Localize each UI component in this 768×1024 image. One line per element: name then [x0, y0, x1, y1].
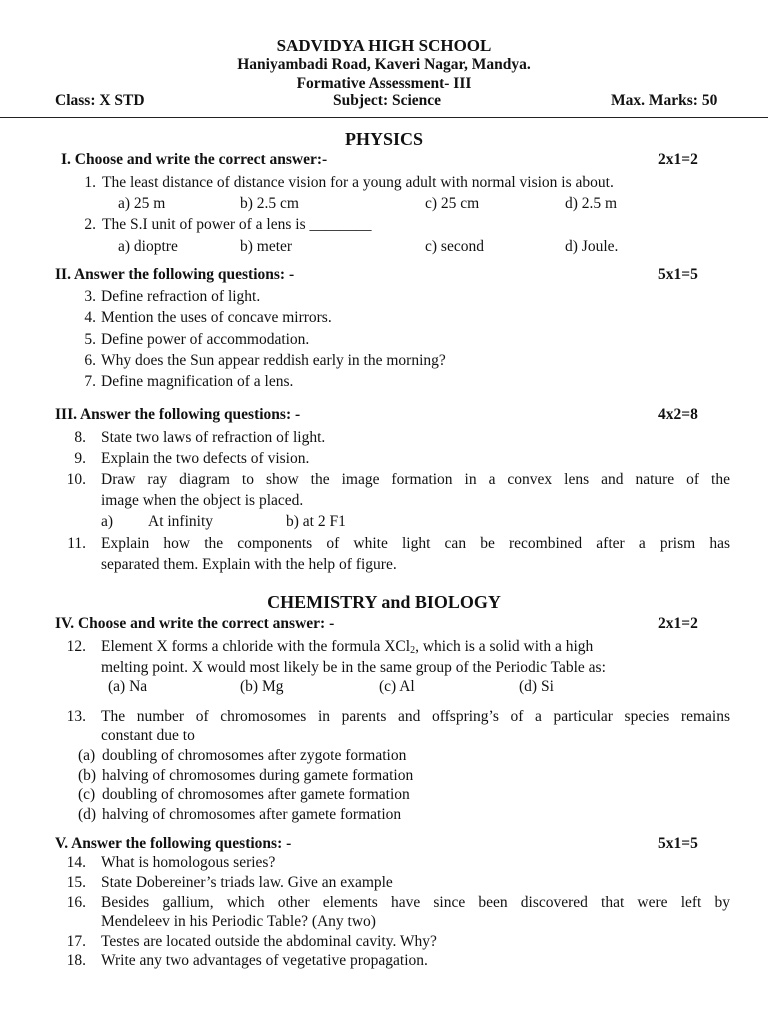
section-5-heading: V. Answer the following questions: - [55, 835, 292, 852]
question-number: 13. [66, 708, 86, 725]
question-number: 4. [84, 309, 96, 326]
max-marks-label: Max. Marks: 50 [611, 92, 718, 109]
question-text: Explain the two defects of vision. [101, 450, 310, 467]
option-a: a) [101, 513, 114, 530]
question-text [101, 638, 730, 656]
question-text: Testes are located outside the abdominal cavity. Why? [101, 933, 437, 950]
option-c: doubling of chromosomes after gamete formation [102, 786, 410, 803]
question-text: Besides gallium, which other elements have since been discovered that were left by [101, 894, 730, 911]
section-4-marks: 2x1=2 [658, 615, 698, 632]
option-c-label: (c) [78, 786, 96, 803]
section-3-marks: 4x2=8 [658, 406, 698, 423]
option-d: (d) Si [519, 678, 554, 695]
option-b: b) meter [240, 238, 293, 255]
option-a: doubling of chromosomes after zygote formation [102, 747, 407, 764]
question-text: The S.I unit of power of a lens is ________ [102, 216, 372, 233]
question-text: Write any two advantages of vegetative propagation. [101, 952, 428, 969]
question-text: State two laws of refraction of light. [101, 429, 326, 446]
question-text-continued: separated them. Explain with the help of figure. [101, 556, 397, 573]
section-1-heading: I. Choose and write the correct answer:- [61, 151, 328, 168]
question-number: 10. [66, 471, 86, 488]
question-number: 1. [84, 174, 96, 191]
option-c: (c) Al [379, 678, 415, 695]
section-2-heading: II. Answer the following questions: - [55, 266, 295, 283]
question-number: 18. [66, 952, 86, 969]
question-text: The least distance of distance vision for a young adult with normal vision is about. [102, 174, 614, 191]
question-text: Define refraction of light. [101, 288, 261, 305]
option-b: halving of chromosomes during gamete formation [102, 767, 414, 784]
q12-subscript: 2 [410, 645, 416, 656]
question-text: Define power of accommodation. [101, 331, 310, 348]
question-text: Draw ray diagram to show the image formation in a convex lens and nature of the [101, 471, 730, 488]
question-number: 9. [74, 450, 86, 467]
question-number: 8. [74, 429, 86, 446]
question-text: Define magnification of a lens. [101, 373, 294, 390]
section-4-heading: IV. Choose and write the correct answer: - [55, 615, 335, 632]
question-number: 12. [66, 638, 86, 655]
question-number: 17. [66, 933, 86, 950]
q12-words [101, 638, 593, 656]
option-d-label: (d) [78, 806, 97, 823]
option-c: c) second [425, 238, 484, 255]
school-address: Haniyambadi Road, Kaveri Nagar, Mandya. [237, 56, 531, 73]
option-b-label: (b) [78, 767, 97, 784]
question-number: 16. [66, 894, 86, 911]
option-b: b) 2.5 cm [240, 195, 299, 212]
question-text: Why does the Sun appear reddish early in the morning? [101, 352, 446, 369]
school-name: SADVIDYA HIGH SCHOOL [276, 36, 492, 55]
assessment-title: Formative Assessment- III [296, 75, 472, 92]
option-b: (b) Mg [240, 678, 284, 695]
question-text-continued: image when the object is placed. [101, 492, 304, 509]
section-2-marks: 5x1=5 [658, 266, 698, 283]
question-number: 7. [84, 373, 96, 390]
option-b: b) at 2 F1 [286, 513, 346, 530]
option-d: halving of chromosomes after gamete formation [102, 806, 402, 823]
section-1-marks: 2x1=2 [658, 151, 698, 168]
question-text: What is homologous series? [101, 854, 276, 871]
option-c: c) 25 cm [425, 195, 480, 212]
option-a: a) dioptre [118, 238, 178, 255]
question-number: 11. [67, 535, 86, 552]
question-number: 2. [84, 216, 96, 233]
question-number: 6. [84, 352, 96, 369]
question-text-continued: constant due to [101, 727, 195, 744]
question-text-continued: Mendeleev in his Periodic Table? (Any two) [101, 913, 376, 930]
question-text: Mention the uses of concave mirrors. [101, 309, 332, 326]
option-a-label: (a) [78, 747, 96, 764]
section-5-marks: 5x1=5 [658, 835, 698, 852]
q12-text-pre: Element X forms a chloride with the formula XCl [101, 638, 411, 655]
question-text: The number of chromosomes in parents and offspring’s of a particular species remains [101, 708, 730, 725]
question-number: 3. [84, 288, 96, 305]
physics-title: PHYSICS [344, 129, 424, 149]
chembio-title: CHEMISTRY and BIOLOGY [267, 592, 501, 612]
question-number: 14. [66, 854, 86, 871]
option-a: (a) Na [108, 678, 148, 695]
subject-label: Subject: Science [333, 92, 442, 109]
option-d: d) Joule. [565, 238, 619, 255]
question-number: 15. [66, 874, 86, 891]
header-divider [0, 117, 768, 118]
question-text: State Dobereiner’s triads law. Give an example [101, 874, 393, 891]
q12-text-post: , which is a solid with a high [415, 638, 594, 655]
option-d: d) 2.5 m [565, 195, 618, 212]
option-a-text: At infinity [148, 513, 214, 530]
class-label: Class: X STD [55, 92, 145, 109]
section-3-heading: III. Answer the following questions: - [55, 406, 301, 423]
question-number: 5. [84, 331, 96, 348]
question-text: Explain how the components of white light can be recombined after a prism has [101, 535, 730, 552]
option-a: a) 25 m [118, 195, 166, 212]
question-text-continued: melting point. X would most likely be in the same group of the Periodic Table as: [101, 659, 606, 676]
